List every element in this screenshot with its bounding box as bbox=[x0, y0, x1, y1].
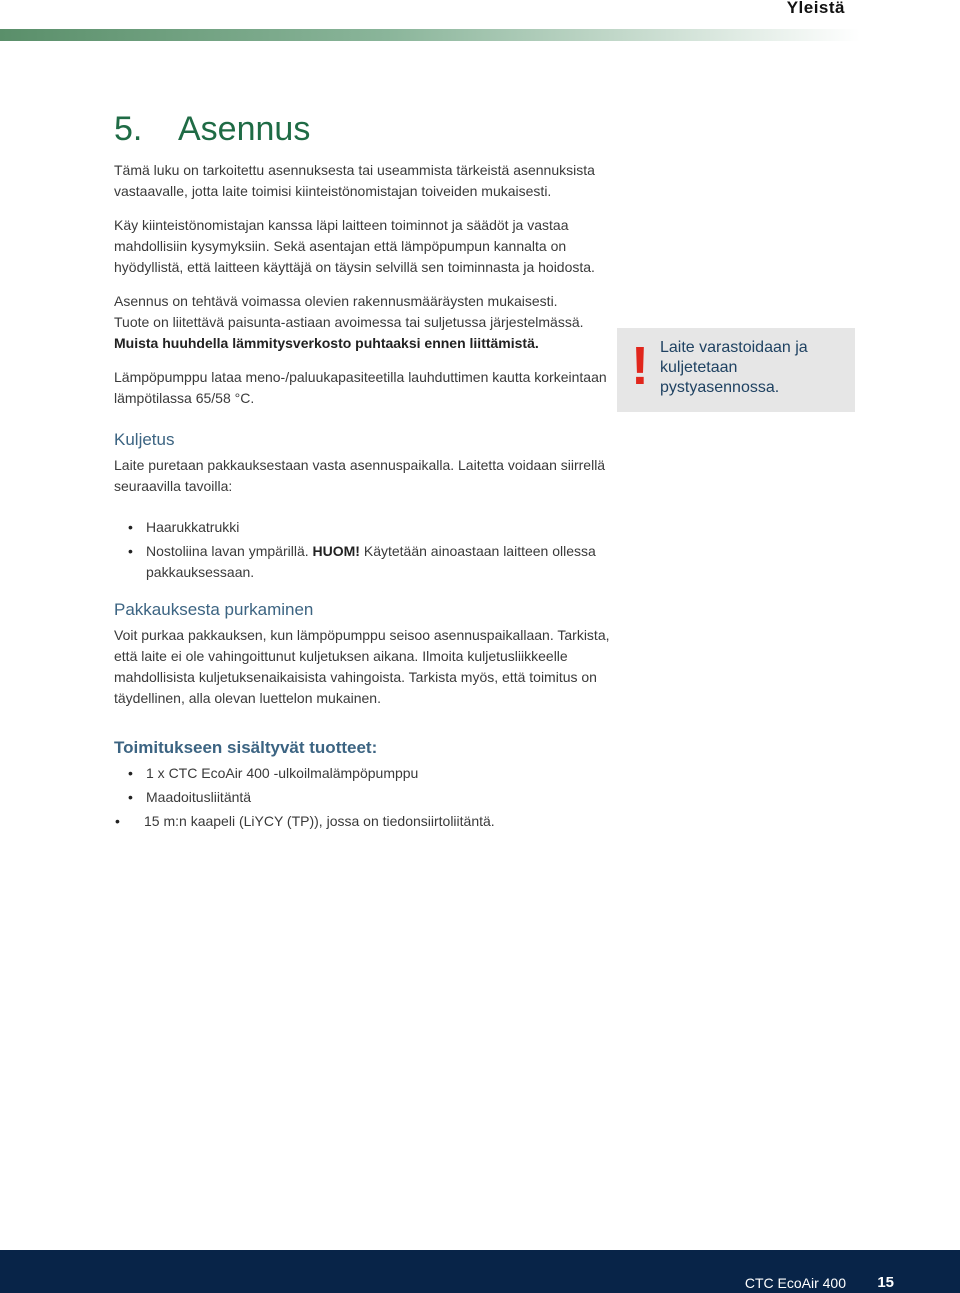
warning-note bbox=[617, 328, 855, 412]
footer-product: CTC EcoAir 400 bbox=[744, 1275, 846, 1291]
chapter-title bbox=[114, 110, 310, 149]
intro-paragraph-3 bbox=[114, 291, 614, 354]
transport-item2-pre: Nostoliina lavan ympärillä. bbox=[146, 543, 309, 559]
intro-paragraph-4: Lämpöpumppu lataa meno-/paluukapasiteetilla lauhduttimen kautta korkeintaan lämpötilassa 65/58 °C. bbox=[114, 369, 607, 406]
list-item: • Maadoitusliitäntä bbox=[114, 787, 614, 808]
intro-p3-bold: Muista huuhdella lämmitysverkosto puhtaaksi ennen liittämistä. bbox=[114, 335, 539, 351]
chapter-title-text: Asennus bbox=[178, 110, 311, 148]
section-label: Yleistä bbox=[786, 0, 845, 17]
exclamation-icon: ! bbox=[631, 336, 649, 396]
huom-label: HUOM! bbox=[312, 543, 360, 559]
intro-p3-line2: Tuote on liitettävä paisunta-astiaan avoimessa tai suljetussa järjestelmässä. bbox=[114, 314, 584, 330]
delivery-list bbox=[114, 763, 614, 832]
list-item bbox=[114, 541, 614, 583]
footer-bar bbox=[0, 1250, 960, 1293]
note-text: Laite varastoidaan ja kuljetetaan pystyasennossa. bbox=[660, 339, 808, 396]
intro-paragraph-2: Käy kiinteistönomistajan kanssa läpi laitteen toiminnot ja säädöt ja vastaa mahdollisiin kysymyksiin. Sekä asentajan että lämpöpumpun kannalta on hyödyllistä, että laitteen käyttäjä on täysin selvillä sen toiminnasta ja hoidosta. bbox=[114, 217, 595, 275]
intro-p3-line1: Asennus on tehtävä voimassa olevien rakennusmääräysten mukaisesti. bbox=[114, 293, 558, 309]
list-item: • 15 m:n kaapeli (LiYCY (TP)), jossa on tiedonsiirtoliitäntä. bbox=[114, 811, 614, 832]
page-number: 15 bbox=[877, 1274, 894, 1291]
main-content bbox=[114, 160, 614, 844]
unpacking-heading: Pakkauksesta purkaminen bbox=[114, 600, 314, 619]
transport-heading: Kuljetus bbox=[114, 430, 175, 449]
list-item: • 1 x CTC EcoAir 400 -ulkoilmalämpöpumppu bbox=[114, 763, 614, 784]
unpacking-text: Voit purkaa pakkauksen, kun lämpöpumppu seisoo asennuspaikallaan. Tarkista, että laite ei ole vahingoittunut kuljetuksen aikana. Ilmoita kuljetusliikkeelle mahdollisista kuljetuksenaikaisista vahingoista. Tarkista myös, että toimitus on täydellinen, alla olevan luettelon mukainen. bbox=[114, 627, 610, 706]
transport-text: Laite puretaan pakkauksestaan vasta asennuspaikalla. Laitetta voidaan siirrellä seuraavilla tavoilla: bbox=[114, 457, 606, 494]
intro-paragraph-1: Tämä luku on tarkoitettu asennuksesta tai useammista tärkeistä asennuksista vastaavalle, jotta laite toimisi kiinteistönomistajan toiveiden mukaisesti. bbox=[114, 162, 595, 199]
transport-list bbox=[114, 517, 614, 583]
chapter-number: 5. bbox=[114, 110, 143, 148]
header-stripe bbox=[0, 29, 860, 41]
list-item: • Haarukkatrukki bbox=[114, 517, 614, 538]
delivery-heading: Toimitukseen sisältyvät tuotteet: bbox=[114, 738, 378, 757]
transport-item2-post: Käytetään ainoastaan laitteen ollessa pakkauksessaan. bbox=[146, 543, 596, 580]
